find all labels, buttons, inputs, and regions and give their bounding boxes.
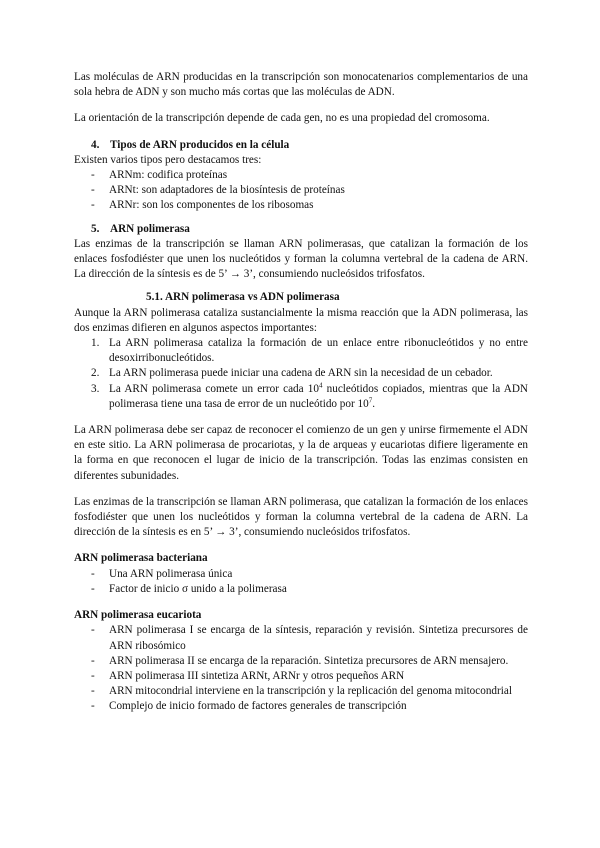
eukaryotic-heading: ARN polimerasa eucariota xyxy=(74,609,202,622)
list-item: - Complejo de inicio formado de factores generales de transcripción xyxy=(91,700,407,713)
list-item: - ARNr: son los componentes de los ribosomas xyxy=(91,199,314,212)
error-rate-text: La ARN polimerasa comete un error cada $10^4$ nucleótidos copiados, mientras que la ADN polimerasa tiene una tasa de error de un nucleótido por $10^7$. xyxy=(109,380,528,410)
list-item: - ARN polimerasa I se encarga de la síntesis, reparación y revisión. Sintetiza precursores de ARN ribosómico xyxy=(91,624,528,652)
section-4-title: Tipos de ARN producidos en la célula xyxy=(110,138,290,151)
list-item: - ARN polimerasa II se encarga de la reparación. Sintetiza precursores de ARN mensajero. xyxy=(91,654,509,667)
eukaryotic-list xyxy=(74,623,528,714)
list-item: - ARN polimerasa III sintetiza ARNt, ARNr y otros pequeños ARN xyxy=(91,669,405,682)
list-item: - ARN mitocondrial interviene en la transcripción y la replicación del genoma mitocondrial xyxy=(91,685,512,698)
list-item: 1. La ARN polimerasa cataliza la formación de un enlace entre ribonucleótidos y no entre desoxirribonucleótidos. xyxy=(91,337,528,365)
document-page xyxy=(74,70,528,715)
section-5-number: 5. xyxy=(91,222,100,235)
section-5-body: Las enzimas de la transcripción se llaman ARN polimerasas, que catalizan la formación de los enlaces fosfodiéster que unen los nucleótidos y forman la columna vertebral de la cadena de ARN. La dirección de la síntesis es de 5’ → 3’, consumiendo nucleósidos trifosfatos. xyxy=(74,237,528,281)
polymerase-paragraph: Las enzimas de la transcripción se llaman ARN polimerasa, que catalizan la formación de los enlaces fosfodiéster que unen los nucleótidos y forman la columna vertebral de la cadena de ARN. La dirección de la síntesis es en 5’ → 3’, consumiendo nucleósidos trifosfatos. xyxy=(74,495,528,539)
section-5-1-lead: Aunque la ARN polimerasa cataliza sustancialmente la misma reacción que la ADN polimerasa, las dos enzimas difieren en algunos aspectos importantes: xyxy=(74,306,528,334)
list-item: - ARNm: codifica proteínas xyxy=(91,169,228,182)
differences-list xyxy=(74,336,528,412)
section-4-number: 4. xyxy=(91,138,100,151)
section-5-heading xyxy=(74,222,528,237)
recognition-paragraph: La ARN polimerasa debe ser capaz de reconocer el comienzo de un gen y unirse firmemente el ADN en este sitio. La ARN polimerasa de procariotas, y la de arqueas y eucariotas difiere ligeramente en la forma en que reconocen el lugar de inicio de la transcripción. Todas las enzimas consisten en diferentes subunidades. xyxy=(74,424,528,482)
list-item: 2. La ARN polimerasa puede iniciar una cadena de ARN sin la necesidad de un cebador. xyxy=(91,367,493,380)
section-5-title: ARN polimerasa xyxy=(110,222,190,235)
section-5-1-heading: 5.1. ARN polimerasa vs ADN polimerasa xyxy=(146,291,340,304)
section-4-heading xyxy=(74,138,528,153)
list-item: - Factor de inicio σ unido a la polimerasa xyxy=(91,582,287,595)
intro-paragraph-1: Las moléculas de ARN producidas en la transcripción son monocatenarios complementarios de una sola hebra de ADN y son mucho más cortas que las moléculas de ADN. xyxy=(74,71,528,99)
section-4-lead: Existen varios tipos pero destacamos tres: xyxy=(74,153,262,166)
bacterial-list xyxy=(74,567,528,597)
list-item: - Una ARN polimerasa única xyxy=(91,567,233,580)
intro-paragraph-2: La orientación de la transcripción depende de cada gen, no es una propiedad del cromosoma. xyxy=(74,112,490,125)
bacterial-heading: ARN polimerasa bacteriana xyxy=(74,552,208,565)
rna-types-list xyxy=(74,168,528,214)
list-item: - ARNt: son adaptadores de la biosíntesis de proteínas xyxy=(91,184,345,197)
list-item: 3. La ARN polimerasa comete un error cada $10^4$ nucleótidos copiados, mientras que la ADN polimerasa tiene una tasa de error de un nucleótido por $10^7$. xyxy=(74,382,528,412)
